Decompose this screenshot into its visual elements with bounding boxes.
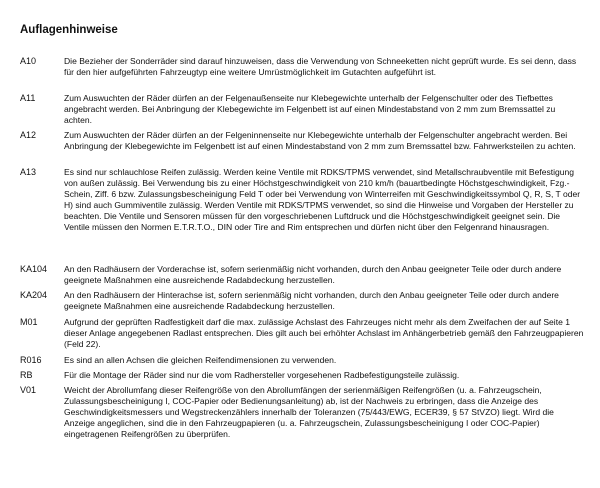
note-code: V01: [20, 385, 37, 395]
note-code: A10: [20, 56, 37, 66]
note-code: A13: [20, 167, 37, 177]
note-text: Es sind nur schlauchlose Reifen zulässig. Werden keine Ventile mit RDKS/TPMS verwendet, sind Metallschraubventile mit Befestigung von außen zulässig. Bei Verwendung bis zu einer Höchstgeschwindigkeit von 210 km/h (bauartbedingte Höchstgeschwindigkeit, Fzg.-Schein, Ziff. 6 bzw. Zulassungsbescheinigung Feld T oder bei Verwendung von Winterreifen mit Geschwindigkeitssymbol Q, R, S, T oder H) sind auch Gummiventile zulässig. Werden Ventile mit RDKS/TPMS verwendet, so sind die Hinweise und Vorgaben der Hersteller zu beachten. Die Ventile und Sensoren müssen für den vorgeschriebenen Luftdruck und die Höchstgeschwindigkeit geeignet sein. Die Ventile müssen den Normen E.T.R.T.O., DIN oder Tire and Rim entsprechen und dürfen nicht über den Felgenrand hinausragen.: [64, 167, 581, 232]
note-text: Die Bezieher der Sonderräder sind darauf hinzuweisen, dass die Verwendung von Schneeketten nicht geprüft wurde. Es sei denn, dass für den hier aufgeführten Fahrzeugtyp eine weitere Umrüstmöglichkeit im Gutachten aufgeführt ist.: [64, 56, 577, 77]
note-text: An den Radhäusern der Vorderachse ist, sofern serienmäßig nicht vorhanden, durch den Anbau geeigneter Teile oder durch andere geeignete Maßnahmen eine ausreichende Radabdeckung herzustellen.: [64, 264, 562, 285]
note-code: A11: [20, 93, 36, 103]
note-code: M01: [20, 317, 38, 327]
note-text: Weicht der Abrollumfang dieser Reifengröße von den Abrollumfängen der serienmäßigen Reifengrößen (u. a. Fahrzeugschein, Zulassungsbescheinigung I, COC-Papier oder Bedienungsanleitung) ab, ist der Nachweis zu erbringen, dass die Anzeige des Geschwindigkeitsmessers und Wegstreckenzählers innerhalb der Toleranzen (75/443/EWG, ECER39, § 57 StVZO) liegt. Wird die Anzeige angeglichen, sind die in den Fahrzeugpapieren (u. a. Fahrzeugschein, Zulassungsbescheinigung I oder COC-Papier) eingetragenen Reifengrößen zu überprüfen.: [64, 385, 554, 439]
note-code: RB: [20, 370, 33, 380]
note-text: Aufgrund der geprüften Radfestigkeit darf die max. zulässige Achslast des Fahrzeuges nicht mehr als dem Zweifachen der auf Seite 1 dieser Anlage angegebenen Radlast entsprechen. Dies gilt auch bei erhöhter Achslast im Anhängerbetrieb gemäß den Fahrzeugpapieren (Feld 22).: [64, 317, 584, 349]
section-title: Auflagenhinweise: [20, 24, 118, 36]
note-text: Zum Auswuchten der Räder dürfen an der Felgenaußenseite nur Klebegewichte unterhalb der Felgenschulter oder des Tiefbettes angebracht werden. Bei Anbringung der Klebegewichte im Felgenbett ist auf einen Mindestabstand von 2 mm zum Bremssattel zu achten.: [64, 93, 556, 125]
note-text: Für die Montage der Räder sind nur die vom Radhersteller vorgesehenen Radbefestigungsteile zulässig.: [64, 370, 460, 380]
note-code: KA204: [20, 290, 48, 300]
note-text: Zum Auswuchten der Räder dürfen an der Felgeninnenseite nur Klebegewichte unterhalb der Felgenschulter angebracht werden. Bei Anbringung der Klebegewichte im Felgenbett ist auf einen Mindestabstand von 2 mm zum Bremssattel bzw. Fahrwerksteilen zu achten.: [64, 130, 576, 151]
note-text: An den Radhäusern der Hinterachse ist, sofern serienmäßig nicht vorhanden, durch den Anbau geeigneter Teile oder durch andere geeignete Maßnahmen eine ausreichende Radabdeckung herzustellen.: [64, 290, 559, 311]
note-text: Es sind an allen Achsen die gleichen Reifendimensionen zu verwenden.: [64, 355, 337, 365]
note-code: A12: [20, 130, 37, 140]
note-code: KA104: [20, 264, 48, 274]
note-code: R016: [20, 355, 42, 365]
